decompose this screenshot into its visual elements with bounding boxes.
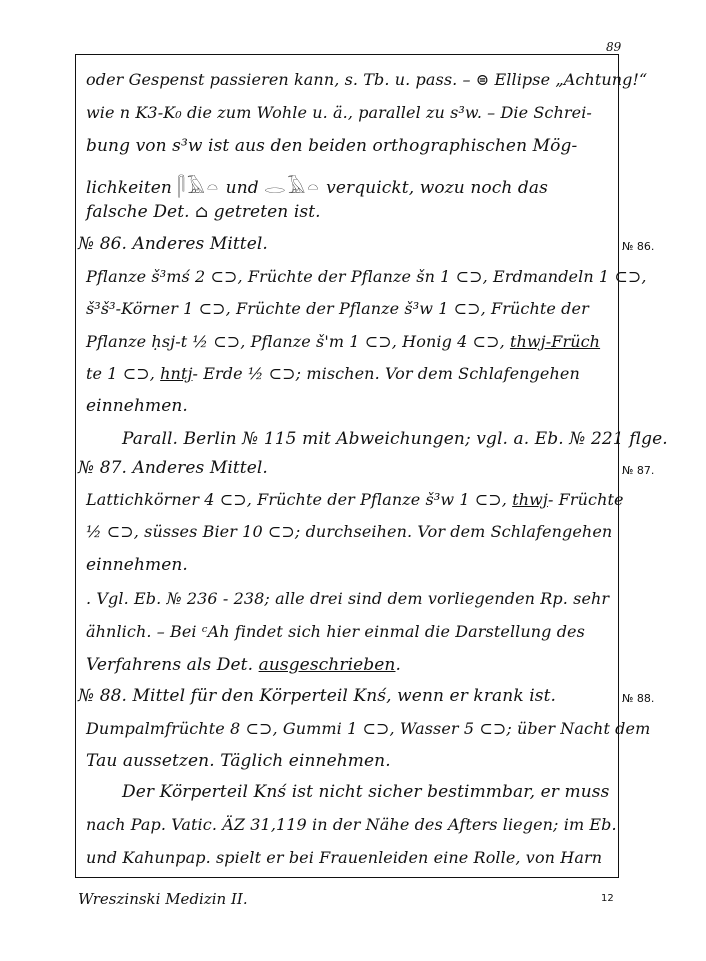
text-segment: - Früchte [547, 490, 624, 509]
text-line [86, 364, 580, 383]
text-line [86, 655, 401, 675]
section-heading: № 88. Mittel für den Körperteil Knś, wenn er krank ist. [78, 686, 557, 706]
text-segment: te 1 ⊂⊃, [86, 364, 155, 383]
section-heading: № 87. Anderes Mittel. [78, 458, 268, 478]
text-segment: verquickt, wozu noch das [326, 178, 548, 198]
text-segment: lichkeiten [86, 178, 172, 198]
text-segment: Pflanze ḥsj-t ½ ⊂⊃, Pflanze š'm 1 ⊂⊃, Honig 4 ⊂⊃, [86, 332, 505, 351]
text-line-hieroglyph [86, 169, 548, 199]
text-line: nach Pap. Vatic. ÄZ 31,119 in der Nähe des Afters liegen; im Eb. [86, 815, 617, 834]
text-line: š³š³-Körner 1 ⊂⊃, Früchte der Pflanze š³w 1 ⊂⊃, Früchte der [86, 299, 589, 318]
text-segment: und [225, 178, 259, 198]
section-heading: № 86. Anderes Mittel. [78, 234, 268, 254]
text-segment: thwj [512, 490, 548, 509]
text-segment: thwj-Früch [509, 332, 601, 351]
text-line: Pflanze š³mś 2 ⊂⊃, Früchte der Pflanze šn 1 ⊂⊃, Erdmandeln 1 ⊂⊃, [86, 267, 647, 286]
text-segment: ausgeschrieben [258, 655, 396, 675]
footer-sheet-number: 12 [601, 893, 614, 904]
text-line [86, 490, 624, 509]
text-line: einnehmen. [86, 396, 188, 416]
text-line: einnehmen. [86, 555, 188, 575]
text-segment: . [395, 655, 401, 675]
page-number: 89 [606, 40, 622, 54]
text-line [86, 332, 600, 351]
footer-author: Wreszinski Medizin II. [78, 890, 248, 908]
text-segment: hntj [160, 364, 193, 383]
text-line: ähnlich. – Bei ᶜAh findet sich hier einmal die Darstellung des [86, 622, 585, 641]
text-line: Tau aussetzen. Täglich einnehmen. [86, 751, 391, 771]
text-line: wie n K3-K₀ die zum Wohle u. ä., parallel zu s³w. – Die Schrei- [86, 103, 592, 122]
margin-label: № 87. [622, 464, 655, 477]
text-line: ½ ⊂⊃, süsses Bier 10 ⊂⊃; durchseihen. Vor dem Schlafengehen [86, 522, 613, 541]
text-line: und Kahunpap. spielt er bei Frauenleiden eine Rolle, von Harn [86, 848, 603, 867]
text-line: oder Gespenst passieren kann, s. Tb. u. pass. – ⊜ Ellipse „Achtung!“ [86, 70, 648, 89]
text-line: Der Körperteil Knś ist nicht sicher bestimmbar, er muss [122, 782, 610, 802]
text-segment: - Erde ½ ⊂⊃; mischen. Vor dem Schlafengehen [192, 364, 580, 383]
hieroglyph-group-icon: 𓂋𓄿𓏏 [264, 177, 321, 198]
text-line: Parall. Berlin № 115 mit Abweichungen; vgl. a. Eb. № 221 flge. [122, 429, 668, 449]
text-line: bung von s³w ist aus den beiden orthographischen Mög- [86, 136, 578, 156]
text-segment: Lattichkörner 4 ⊂⊃, Früchte der Pflanze š³w 1 ⊂⊃, [86, 490, 507, 509]
text-line: falsche Det. ⌂ getreten ist. [86, 202, 321, 222]
hieroglyph-group-icon: 𓋴𓄿𓏏 [177, 177, 221, 198]
text-line: Dumpalmfrüchte 8 ⊂⊃, Gummi 1 ⊂⊃, Wasser 5 ⊂⊃; über Nacht dem [86, 719, 651, 738]
margin-label: № 88. [622, 692, 655, 705]
text-segment: Verfahrens als Det. [86, 655, 254, 675]
margin-label: № 86. [622, 240, 655, 253]
text-line: . Vgl. Eb. № 236 - 238; alle drei sind dem vorliegenden Rp. sehr [86, 589, 610, 608]
